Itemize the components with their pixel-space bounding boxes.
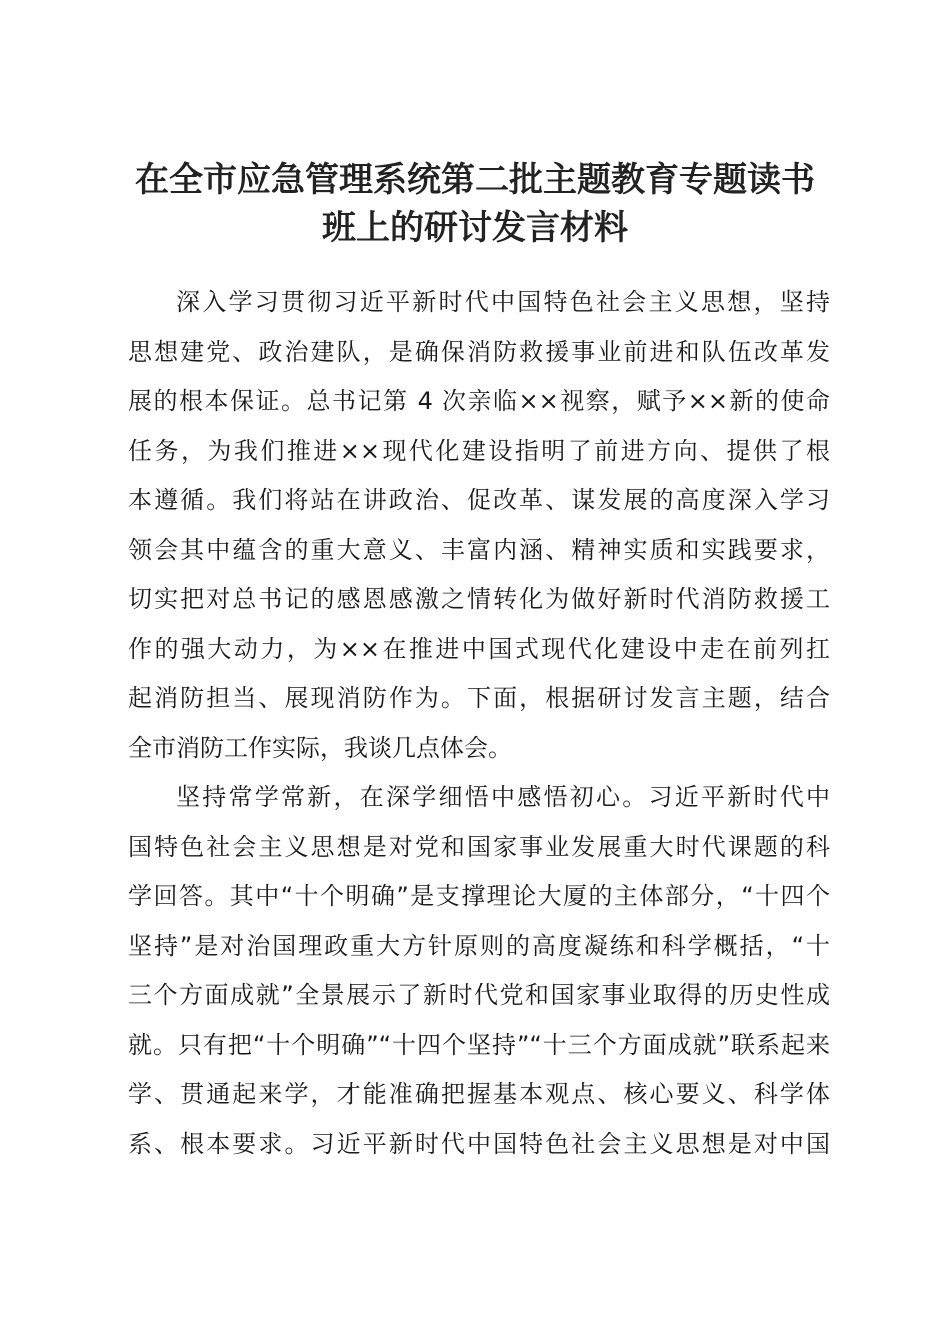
- text-line: 起消防担当、展现消防作为。下面，根据研讨发言主题，结合: [128, 684, 830, 712]
- text-line: 学、贯通起来学，才能准确把握基本观点、核心要义、科学体: [128, 1080, 830, 1108]
- document-title: [100, 156, 850, 252]
- text-line: 学回答。其中“十个明确”是支撑理论大厦的主体部分，“十四个: [128, 882, 830, 910]
- text-line: 系、根本要求。习近平新时代中国特色社会主义思想是对中国: [128, 1129, 830, 1158]
- title-line: 在全市应急管理系统第二批主题教育专题读书: [135, 160, 815, 200]
- text-line: 展的根本保证。总书记第 4 次亲临××视察，赋予××新的使命: [128, 387, 830, 415]
- text-line: 本遵循。我们将站在讲政治、促改革、谋发展的高度深入学习: [128, 486, 830, 514]
- text-line: 思想建党、政治建队，是确保消防救援事业前进和队伍改革发: [128, 337, 830, 366]
- paragraph-2: [128, 773, 830, 1169]
- text-line: 就。只有把“十个明确”“十四个坚持”“十三个方面成就”联系起来: [128, 1030, 830, 1059]
- text-line: 任务，为我们推进××现代化建设指明了前进方向、提供了根: [128, 436, 830, 465]
- text-line: 坚持”是对治国理政重大方针原则的高度凝练和科学概括，“十: [128, 931, 830, 960]
- text-line: 三个方面成就”全景展示了新时代党和国家事业取得的历史性成: [128, 981, 830, 1009]
- text-line: 切实把对总书记的感恩感激之情转化为做好新时代消防救援工: [128, 585, 830, 613]
- paragraph-1: [128, 278, 830, 773]
- text-line: 坚持常学常新，在深学细悟中感悟初心。习近平新时代中: [176, 783, 830, 811]
- text-line: 全市消防工作实际，我谈几点体会。: [128, 733, 512, 762]
- text-line: 作的强大动力，为××在推进中国式现代化建设中走在前列扛: [128, 634, 830, 663]
- text-line: 国特色社会主义思想是对党和国家事业发展重大时代课题的科: [128, 832, 830, 861]
- title-line: 班上的研讨发言材料: [322, 208, 628, 248]
- text-line: 领会其中蕴含的重大意义、丰富内涵、精神实质和实践要求，: [128, 535, 830, 564]
- text-line: 深入学习贯彻习近平新时代中国特色社会主义思想，坚持: [176, 288, 830, 316]
- document-body: [128, 278, 830, 1169]
